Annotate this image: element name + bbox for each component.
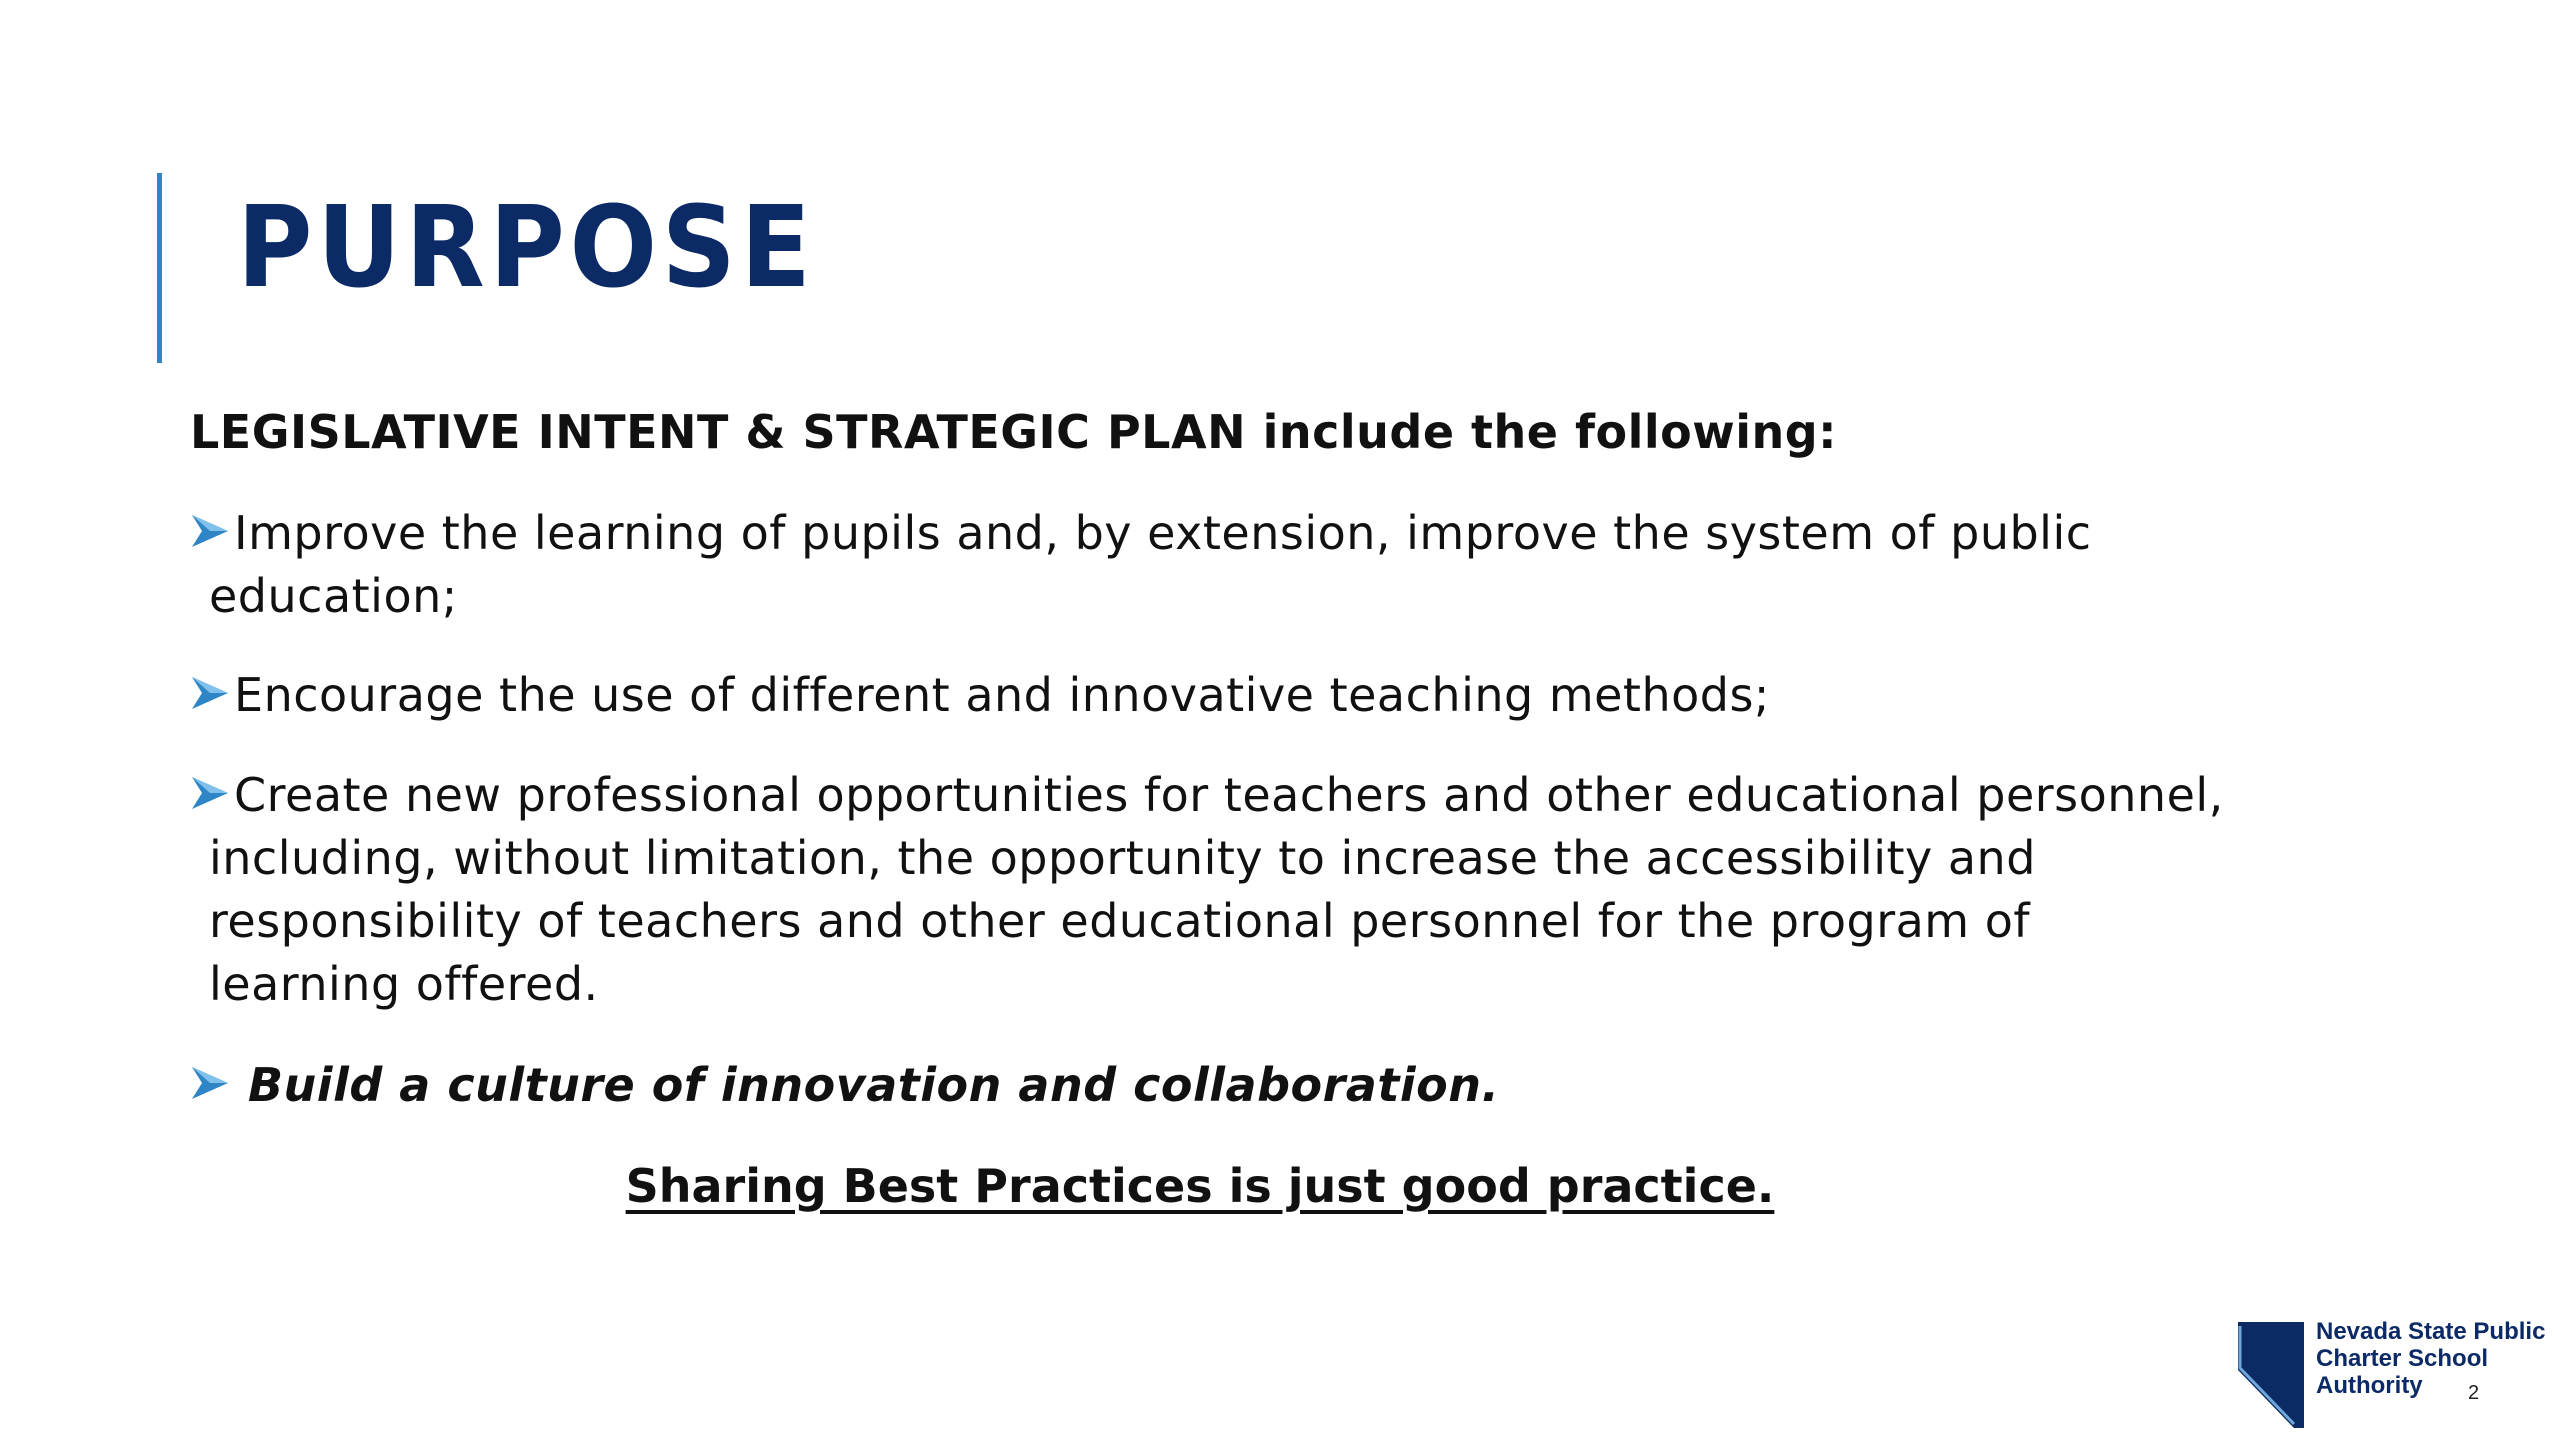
organization-logo (2236, 1318, 2556, 1436)
arrowhead-bullet-icon (190, 1063, 234, 1103)
bullet-text-line: including, without limitation, the opportunity to increase the accessibility and (209, 831, 2036, 885)
bullet-text-line: Create new professional opportunities for teachers and other educational personnel, (234, 768, 2224, 822)
bullet-text-line: responsibility of teachers and other educational personnel for the program of (209, 894, 2031, 948)
bullet-text-line: Improve the learning of pupils and, by extension, improve the system of public (234, 506, 2092, 560)
arrowhead-bullet-icon (190, 773, 234, 813)
title-accent-bar (157, 173, 162, 363)
arrowhead-bullet-icon (190, 511, 234, 551)
bullet-item-2 (190, 664, 2280, 727)
lead-heading: LEGISLATIVE INTENT & STRATEGIC PLAN include the following: (190, 405, 1838, 459)
logo-text-line: Charter School (2316, 1345, 2489, 1372)
logo-text-line: Nevada State Public (2316, 1318, 2546, 1345)
tagline: Sharing Best Practices is just good practice. (625, 1159, 1775, 1213)
bullet-text-line: Encourage the use of different and innovative teaching methods; (234, 668, 1770, 722)
logo-text (2316, 1318, 2545, 1399)
bullet-item-1 (190, 502, 2280, 628)
bullet-text-line: learning offered. (209, 957, 599, 1011)
logo-text-line: Authority (2316, 1372, 2423, 1399)
bullet-item-3 (190, 764, 2280, 1016)
slide-title: PURPOSE (237, 183, 816, 313)
bullet-text-line: education; (209, 569, 458, 623)
arrowhead-bullet-icon (190, 673, 234, 713)
nevada-state-outline-icon (2236, 1318, 2308, 1430)
bullet-item-4 (190, 1054, 2280, 1117)
page-number: 2 (2468, 1382, 2480, 1404)
bullet-text-line: Build a culture of innovation and collaboration. (248, 1058, 1500, 1112)
